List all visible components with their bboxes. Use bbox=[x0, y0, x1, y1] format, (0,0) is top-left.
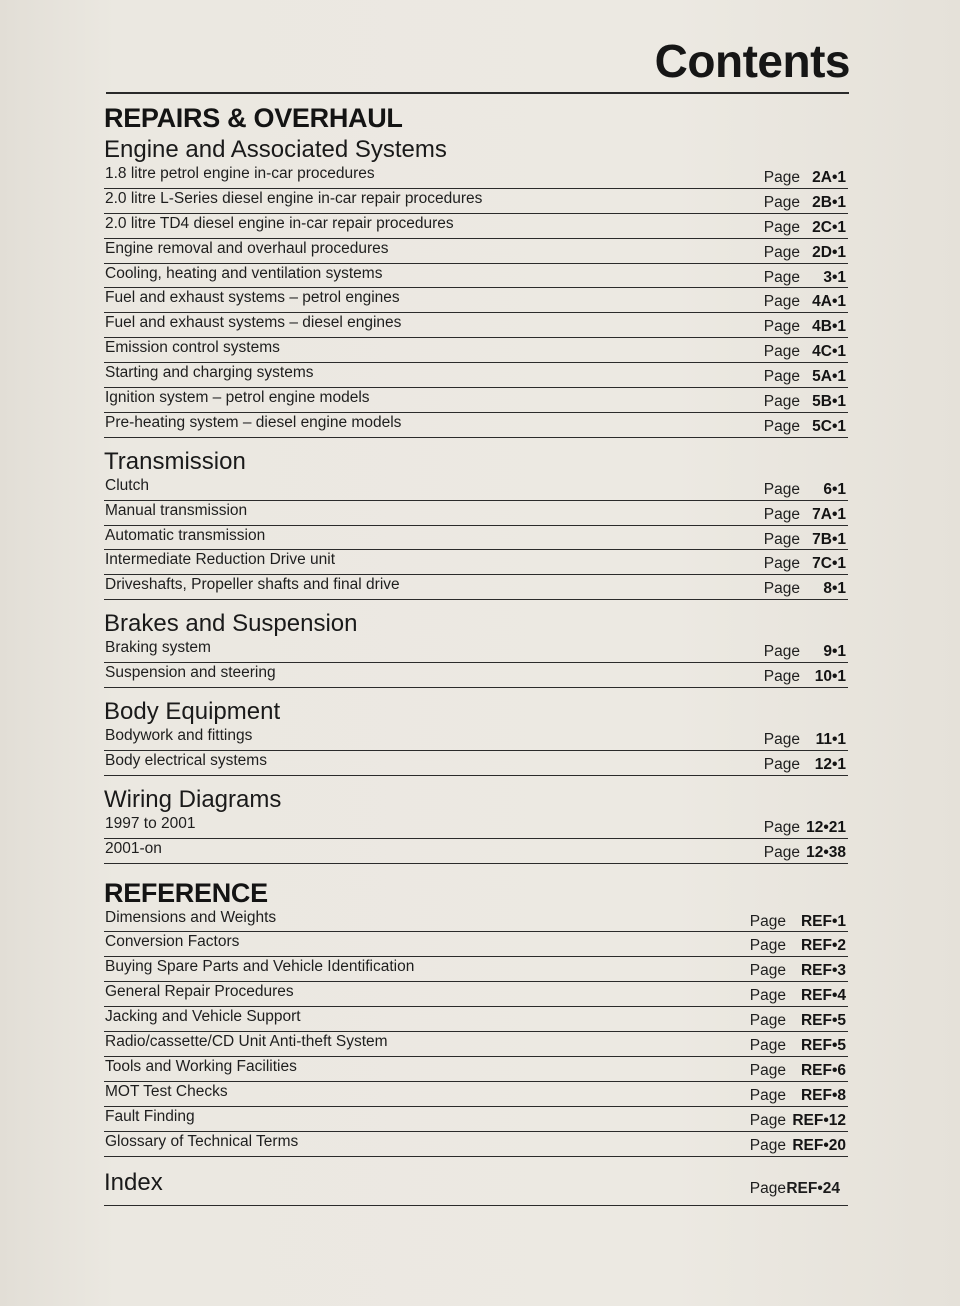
page-number: 2B•1 bbox=[812, 193, 846, 211]
page-number: 7B•1 bbox=[812, 530, 846, 548]
page-number: REF•8 bbox=[800, 1086, 846, 1104]
toc-entry bbox=[104, 575, 848, 600]
page-label: Page bbox=[763, 218, 800, 236]
toc-entry bbox=[104, 363, 848, 388]
page-label: Page bbox=[763, 368, 800, 386]
toc-entry bbox=[104, 908, 848, 933]
page-label: Page bbox=[763, 480, 800, 498]
page-label: Page bbox=[749, 1086, 786, 1104]
entry-title: Buying Spare Parts and Vehicle Identification bbox=[105, 958, 415, 976]
entry-title: Emission control systems bbox=[105, 339, 280, 357]
page-number: REF•20 bbox=[792, 1136, 846, 1154]
toc-entry bbox=[104, 1032, 848, 1057]
page-label: Page bbox=[749, 962, 786, 980]
page-label: Page bbox=[763, 293, 800, 311]
page-number: 4A•1 bbox=[812, 293, 846, 311]
table-of-contents bbox=[104, 100, 848, 1206]
part-heading: REPAIRS & OVERHAUL bbox=[104, 103, 403, 133]
entry-title: Automatic transmission bbox=[105, 526, 266, 544]
entry-title: Jacking and Vehicle Support bbox=[105, 1008, 301, 1026]
entry-title: Pre-heating system – diesel engine models bbox=[105, 413, 402, 431]
toc-entry bbox=[104, 839, 848, 864]
toc-entry bbox=[104, 189, 848, 214]
page-label: Page bbox=[749, 1037, 786, 1055]
page-label: Page bbox=[763, 417, 800, 435]
entry-title: General Repair Procedures bbox=[105, 983, 294, 1001]
page-label: Page bbox=[749, 937, 786, 955]
toc-entry bbox=[104, 413, 848, 438]
entry-title: Ignition system – petrol engine models bbox=[105, 389, 370, 407]
section-heading: Wiring Diagrams bbox=[104, 785, 282, 813]
entry-title: Conversion Factors bbox=[105, 933, 240, 951]
page-number: 5A•1 bbox=[812, 368, 846, 386]
index-entry bbox=[104, 1169, 848, 1206]
title-rule bbox=[106, 92, 849, 94]
page-label: Page bbox=[763, 505, 800, 523]
page-label: Page bbox=[763, 393, 800, 411]
page-number: REF•12 bbox=[792, 1111, 846, 1129]
page-title: Contents bbox=[654, 35, 850, 87]
page-number: REF•5 bbox=[800, 1012, 846, 1030]
toc-entry bbox=[104, 1107, 848, 1132]
entry-title: Radio/cassette/CD Unit Anti-theft System bbox=[105, 1033, 388, 1051]
page-number: REF•6 bbox=[800, 1061, 846, 1079]
toc-entry bbox=[104, 751, 848, 776]
page-number: 9•1 bbox=[823, 643, 846, 661]
toc-entry bbox=[104, 550, 848, 575]
section-heading: Body Equipment bbox=[104, 698, 281, 726]
page-label: Page bbox=[763, 343, 800, 361]
toc-entry bbox=[104, 957, 848, 982]
page-label: Page bbox=[763, 243, 800, 261]
toc-entry bbox=[104, 1082, 848, 1107]
page-label: Page bbox=[763, 193, 800, 211]
toc-entry bbox=[104, 338, 848, 363]
page-label: Page bbox=[763, 818, 800, 836]
page-number: 5C•1 bbox=[812, 417, 846, 435]
page-label: Page bbox=[749, 987, 786, 1005]
page-number: 4C•1 bbox=[812, 343, 846, 361]
toc-entry bbox=[104, 288, 848, 313]
entry-title: 1997 to 2001 bbox=[105, 814, 196, 832]
page-label: Page bbox=[763, 755, 800, 773]
page-label: Page bbox=[763, 318, 800, 336]
page-label: Page bbox=[763, 731, 800, 749]
page-label: Page bbox=[763, 580, 800, 598]
toc-section bbox=[104, 908, 848, 1157]
page-number: 2D•1 bbox=[812, 243, 846, 261]
page-number: 2A•1 bbox=[812, 169, 846, 186]
toc-entry bbox=[104, 814, 848, 839]
entry-title: Bodywork and fittings bbox=[105, 727, 253, 745]
page-number: REF•2 bbox=[800, 937, 846, 955]
toc-section bbox=[104, 786, 848, 864]
toc-entry bbox=[104, 313, 848, 338]
page-label: Page bbox=[763, 530, 800, 548]
page-number: 10•1 bbox=[814, 668, 846, 686]
toc-entry bbox=[104, 388, 848, 413]
toc-section bbox=[104, 698, 848, 776]
page-number: 7A•1 bbox=[812, 505, 846, 523]
page-label: Page bbox=[749, 1179, 786, 1197]
toc-entry bbox=[104, 239, 848, 264]
page-label: Page bbox=[763, 169, 800, 186]
entry-title: Fault Finding bbox=[105, 1107, 195, 1125]
toc-entry bbox=[104, 726, 848, 751]
page-number: 3•1 bbox=[823, 268, 846, 286]
toc-entry bbox=[104, 1057, 848, 1082]
page-number: 8•1 bbox=[823, 580, 846, 598]
entry-title: Starting and charging systems bbox=[105, 364, 314, 382]
page-number: 12•1 bbox=[814, 755, 846, 773]
page-label: Page bbox=[749, 1061, 786, 1079]
toc-entry bbox=[104, 663, 848, 688]
page-label: Page bbox=[763, 843, 800, 861]
entry-title: 2.0 litre TD4 diesel engine in-car repair procedures bbox=[105, 214, 454, 232]
page-number: REF•3 bbox=[800, 962, 846, 980]
entry-title: Fuel and exhaust systems – petrol engines bbox=[105, 289, 400, 307]
entry-title: Engine removal and overhaul procedures bbox=[105, 239, 389, 257]
page-number: 11•1 bbox=[815, 731, 846, 749]
toc-entry bbox=[104, 1007, 848, 1032]
toc-section bbox=[104, 136, 848, 438]
entry-title: Driveshafts, Propeller shafts and final drive bbox=[105, 576, 400, 594]
section-heading: Engine and Associated Systems bbox=[104, 136, 447, 163]
entry-title: 2001-on bbox=[105, 839, 162, 857]
page-number: REF•5 bbox=[800, 1037, 846, 1055]
entry-title: Braking system bbox=[105, 639, 211, 657]
page-label: Page bbox=[749, 1136, 786, 1154]
entry-title: Dimensions and Weights bbox=[105, 908, 277, 926]
entry-title: Clutch bbox=[105, 476, 149, 494]
page-number: 12•38 bbox=[806, 843, 846, 861]
index-title: Index bbox=[104, 1168, 163, 1196]
page-label: Page bbox=[763, 268, 800, 286]
entry-title: Intermediate Reduction Drive unit bbox=[105, 551, 336, 569]
page-number: 2C•1 bbox=[812, 218, 846, 236]
page-number: REF•4 bbox=[800, 987, 846, 1005]
entry-title: 2.0 litre L-Series diesel engine in-car repair procedures bbox=[105, 189, 483, 207]
page-label: Page bbox=[749, 1012, 786, 1030]
page-label: Page bbox=[763, 668, 800, 686]
toc-entry bbox=[104, 638, 848, 663]
entry-title: Manual transmission bbox=[105, 501, 248, 519]
page-number: 4B•1 bbox=[812, 318, 846, 336]
toc-entry bbox=[104, 164, 848, 189]
entry-title: 1.8 litre petrol engine in-car procedures bbox=[105, 165, 375, 182]
page-label: Page bbox=[763, 555, 800, 573]
entry-title: Cooling, heating and ventilation systems bbox=[105, 264, 383, 282]
toc-entry bbox=[104, 476, 848, 501]
entry-title: MOT Test Checks bbox=[105, 1082, 228, 1100]
toc-entry bbox=[104, 932, 848, 957]
toc-entry bbox=[104, 982, 848, 1007]
part-heading: REFERENCE bbox=[104, 877, 268, 908]
entry-title: Fuel and exhaust systems – diesel engines bbox=[105, 314, 402, 332]
toc-entry bbox=[104, 264, 848, 289]
toc-entry bbox=[104, 526, 848, 551]
page-number: 7C•1 bbox=[812, 555, 846, 573]
page-number: 12•21 bbox=[806, 818, 846, 836]
entry-title: Tools and Working Facilities bbox=[105, 1057, 297, 1075]
page-label: Page bbox=[749, 1111, 786, 1129]
entry-title: Glossary of Technical Terms bbox=[105, 1132, 299, 1150]
page-number: 5B•1 bbox=[812, 393, 846, 411]
toc-section bbox=[104, 448, 848, 600]
toc-entry bbox=[104, 501, 848, 526]
section-heading: Brakes and Suspension bbox=[104, 610, 358, 638]
toc-section bbox=[104, 610, 848, 688]
page-number: 6•1 bbox=[823, 480, 846, 498]
entry-title: Body electrical systems bbox=[105, 751, 267, 769]
page-label: Page bbox=[749, 912, 786, 930]
page-number: REF•1 bbox=[800, 912, 846, 930]
page-label: Page bbox=[763, 643, 800, 661]
toc-entry bbox=[104, 1132, 848, 1157]
entry-title: Suspension and steering bbox=[105, 664, 276, 682]
section-heading: Transmission bbox=[104, 447, 246, 475]
toc-entry bbox=[104, 214, 848, 239]
page-number: REF•24 bbox=[786, 1179, 840, 1197]
